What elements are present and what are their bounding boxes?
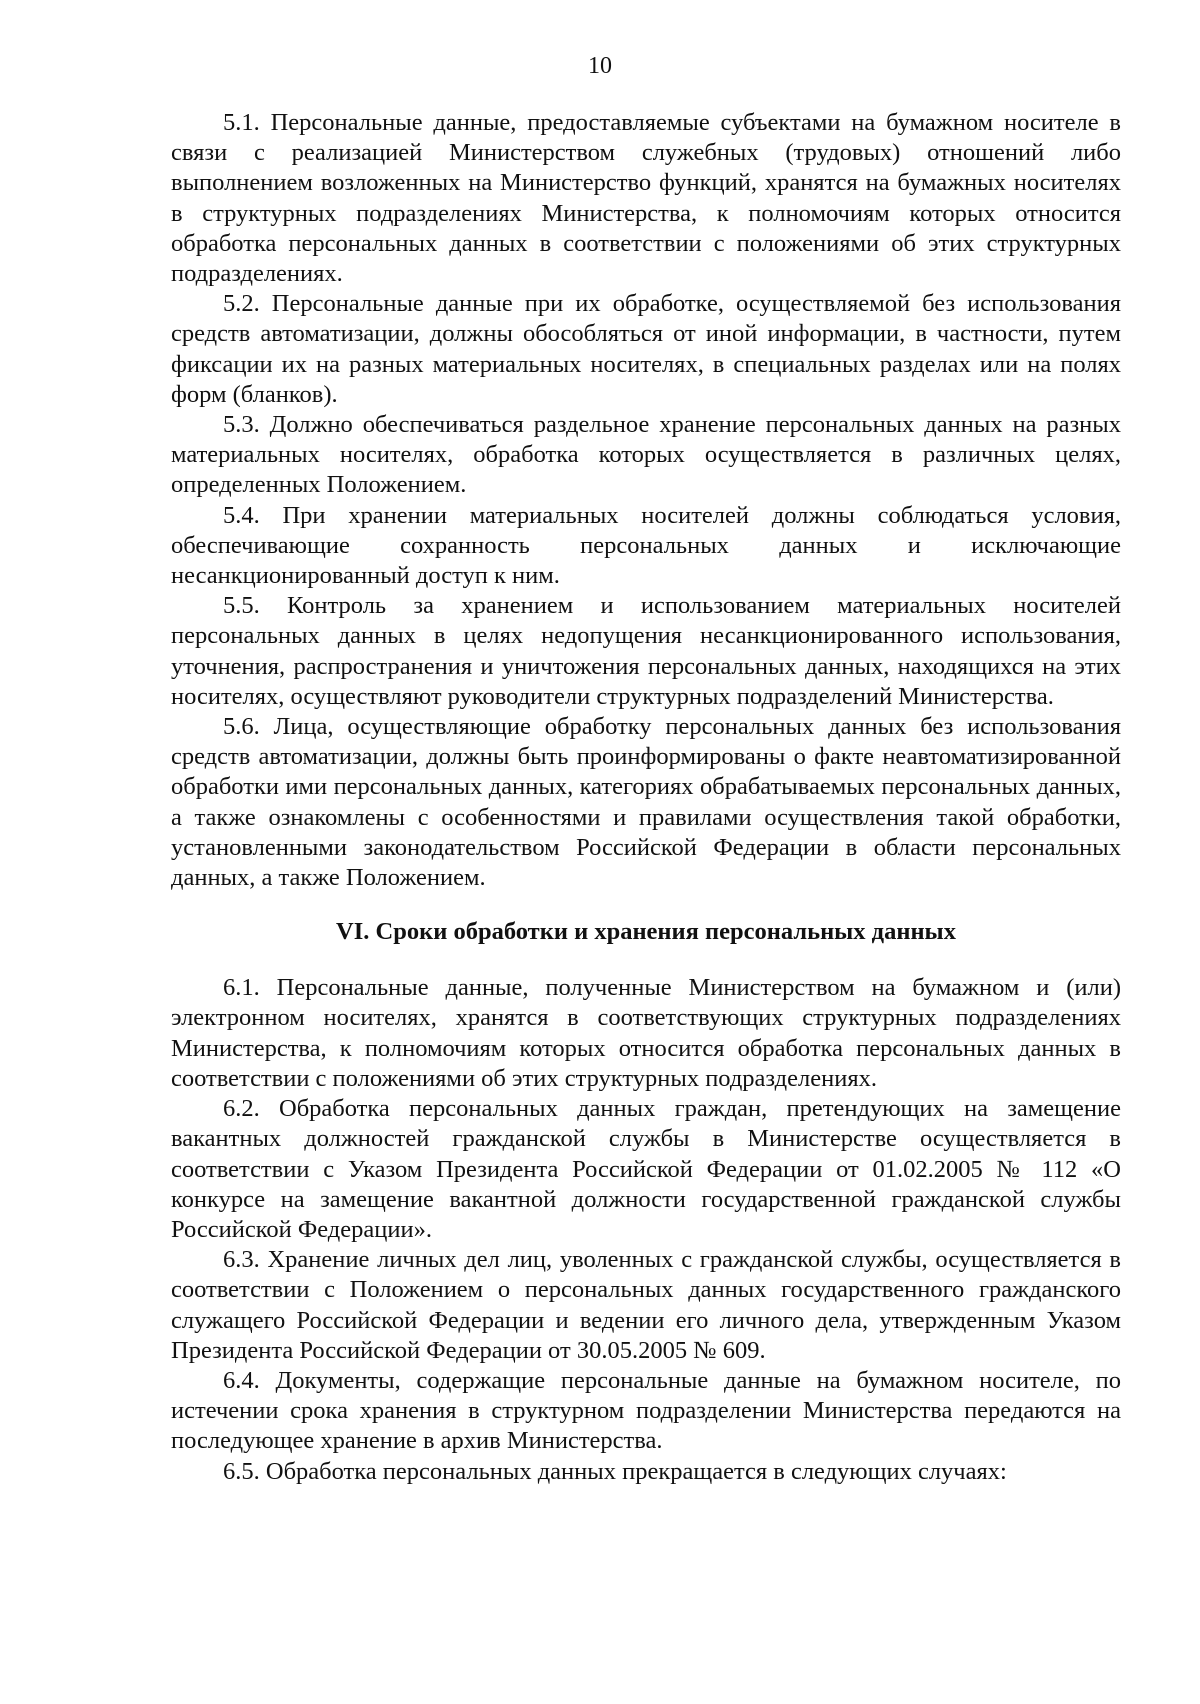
- paragraph-6-4: 6.4. Документы, содержащие персональные данные на бумажном носителе, по истечении срока хранения в структурном подразделении Министерства передаются на последующее хранение в архив Министерства.: [171, 1366, 1121, 1455]
- page-number: 10: [588, 53, 612, 79]
- paragraph-5-3: 5.3. Должно обеспечиваться раздельное хранение персональных данных на разных материальных носителях, обработка которых осуществляется в различных целях, определенных Положением.: [171, 411, 1121, 499]
- paragraph-5-4: 5.4. При хранении материальных носителей должны соблюдаться условия, обеспечивающие сохранность персональных данных и исключающие несанкционированный доступ к ним.: [171, 501, 1121, 590]
- paragraph-6-1: 6.1. Персональные данные, полученные Министерством на бумажном и (или) электронном носителях, хранятся в соответствующих структурных подразделениях Министерства, к полномочиям которых относится обработка персональных данных в соответствии с положениями об этих структурных подразделениях.: [171, 974, 1121, 1092]
- section-6-heading: VI. Сроки обработки и хранения персональных данных: [336, 918, 956, 946]
- paragraph-5-5: 5.5. Контроль за хранением и использованием материальных носителей персональных данных в целях недопущения несанкционированного использования, уточнения, распространения и уничтожения персональных данных, находящихся на этих носителях, осуществляют руководители структурных подразделений Министерства.: [171, 592, 1121, 710]
- paragraph-6-2: 6.2. Обработка персональных данных граждан, претендующих на замещение вакантных должностей гражданской службы в Министерстве осуществляется в соответствии с Указом Президента Российской Федерации от 01.02.2005 № 112 «О конкурсе на замещение вакантной должности государственной гражданской службы Российской Федерации».: [171, 1095, 1121, 1243]
- paragraph-6-5: 6.5. Обработка персональных данных прекращается в следующих случаях:: [223, 1457, 1007, 1485]
- document-body: [171, 108, 1121, 1487]
- paragraph-5-6: 5.6. Лица, осуществляющие обработку персональных данных без использования средств автоматизации, должны быть проинформированы о факте неавтоматизированной обработки ими персональных данных, категориях обрабатываемых персональных данных, а также ознакомлены с особенностями и правилами осуществления такой обработки, установленными законодательством Российской Федерации в области персональных данных, а также Положением.: [171, 713, 1121, 892]
- paragraph-5-2: 5.2. Персональные данные при их обработке, осуществляемой без использования средств автоматизации, должны обособляться от иной информации, в частности, путем фиксации их на разных материальных носителях, в специальных разделах или на полях форм (бланков).: [171, 290, 1121, 408]
- paragraph-6-3: 6.3. Хранение личных дел лиц, уволенных с гражданской службы, осуществляется в соответствии с Положением о персональных данных государственного гражданского служащего Российской Федерации и ведении его личного дела, утвержденным Указом Президента Российской Федерации от 30.05.2005 № 609.: [171, 1246, 1121, 1364]
- paragraph-5-1: 5.1. Персональные данные, предоставляемые субъектами на бумажном носителе в связи с реализацией Министерством служебных (трудовых) отношений либо выполнением возложенных на Министерство функций, хранятся на бумажных носителях в структурных подразделениях Министерства, к полномочиям которых относится обработка персональных данных в соответствии с положениями об этих структурных подразделениях.: [171, 109, 1121, 288]
